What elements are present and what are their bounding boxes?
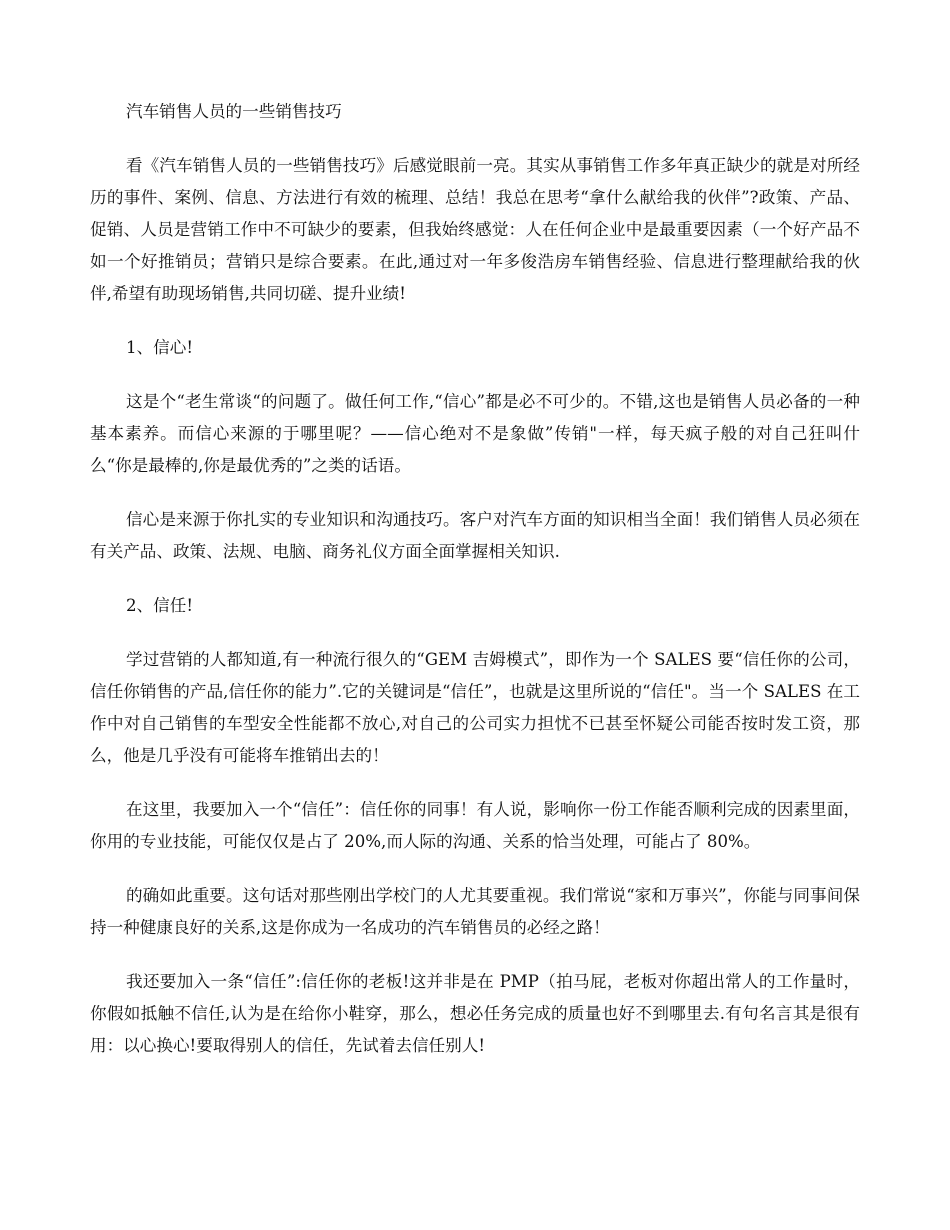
paragraph-trust-1: 学过营销的人都知道,有一种流行很久的“GEM 吉姆模式”，即作为一个 SALES 要“信任你的公司，信任你销售的产品,信任你的能力”.它的关键词是“信任”，也就是这里所说的“信任"。当一个 SALES 在工作中对自己销售的车型安全性能都不放心,对自己的公司实力担忧不已甚至怀疑公司能否按时发工资，那么，他是几乎没有可能将车推销出去的！ (90, 650, 860, 765)
document-title: 汽车销售人员的一些销售技巧 (126, 102, 342, 121)
section-heading-trust: 2、信任! (126, 596, 194, 615)
section-heading-confidence: 1、信心! (126, 338, 194, 357)
paragraph-intro: 看《汽车销售人员的一些销售技巧》后感觉眼前一亮。其实从事销售工作多年真正缺少的就是对所经历的事件、案例、信息、方法进行有效的梳理、总结！我总在思考“拿什么献给我的伙伴”?政策、产品、促销、人员是营销工作中不可缺少的要素，但我始终感觉：人在任何企业中是最重要因素（一个好产品不如一个好推销员；营销只是综合要素。在此,通过对一年多俊浩房车销售经验、信息进行整理献给我的伙伴,希望有助现场销售,共同切磋、提升业绩! (90, 156, 860, 303)
paragraph-confidence-1: 这是个“老生常谈“的问题了。做任何工作,“信心”都是必不可少的。不错,这也是销售人员必备的一种基本素养。而信心来源的于哪里呢？——信心绝对不是象做”传销"一样，每天疯子般的对自己狂叫什么“你是最棒的,你是最优秀的”之类的话语。 (90, 392, 860, 475)
paragraph-trust-4: 我还要加入一条“信任”:信任你的老板!这并非是在 PMP（拍马屁，老板对你超出常人的工作量时，你假如抵触不信任,认为是在给你小鞋穿，那么，想必任务完成的质量也好不到哪里去.有句名言其是很有用：以心换心!要取得别人的信任，先试着去信任别人! (90, 972, 860, 1055)
paragraph-confidence-2: 信心是来源于你扎实的专业知识和沟通技巧。客户对汽车方面的知识相当全面！我们销售人员必须在有关产品、政策、法规、电脑、商务礼仪方面全面掌握相关知识. (90, 510, 860, 561)
document-body (90, 96, 860, 1084)
paragraph-trust-3: 的确如此重要。这句话对那些刚出学校门的人尤其要重视。我们常说“家和万事兴”，你能与同事间保持一种健康良好的关系,这是你成为一名成功的汽车销售员的必经之路！ (90, 886, 860, 937)
paragraph-trust-2: 在这里，我要加入一个“信任”：信任你的同事！有人说，影响你一份工作能否顺利完成的因素里面，你用的专业技能，可能仅仅是占了 20%,而人际的沟通、关系的恰当处理，可能占了 80%。 (90, 800, 860, 851)
